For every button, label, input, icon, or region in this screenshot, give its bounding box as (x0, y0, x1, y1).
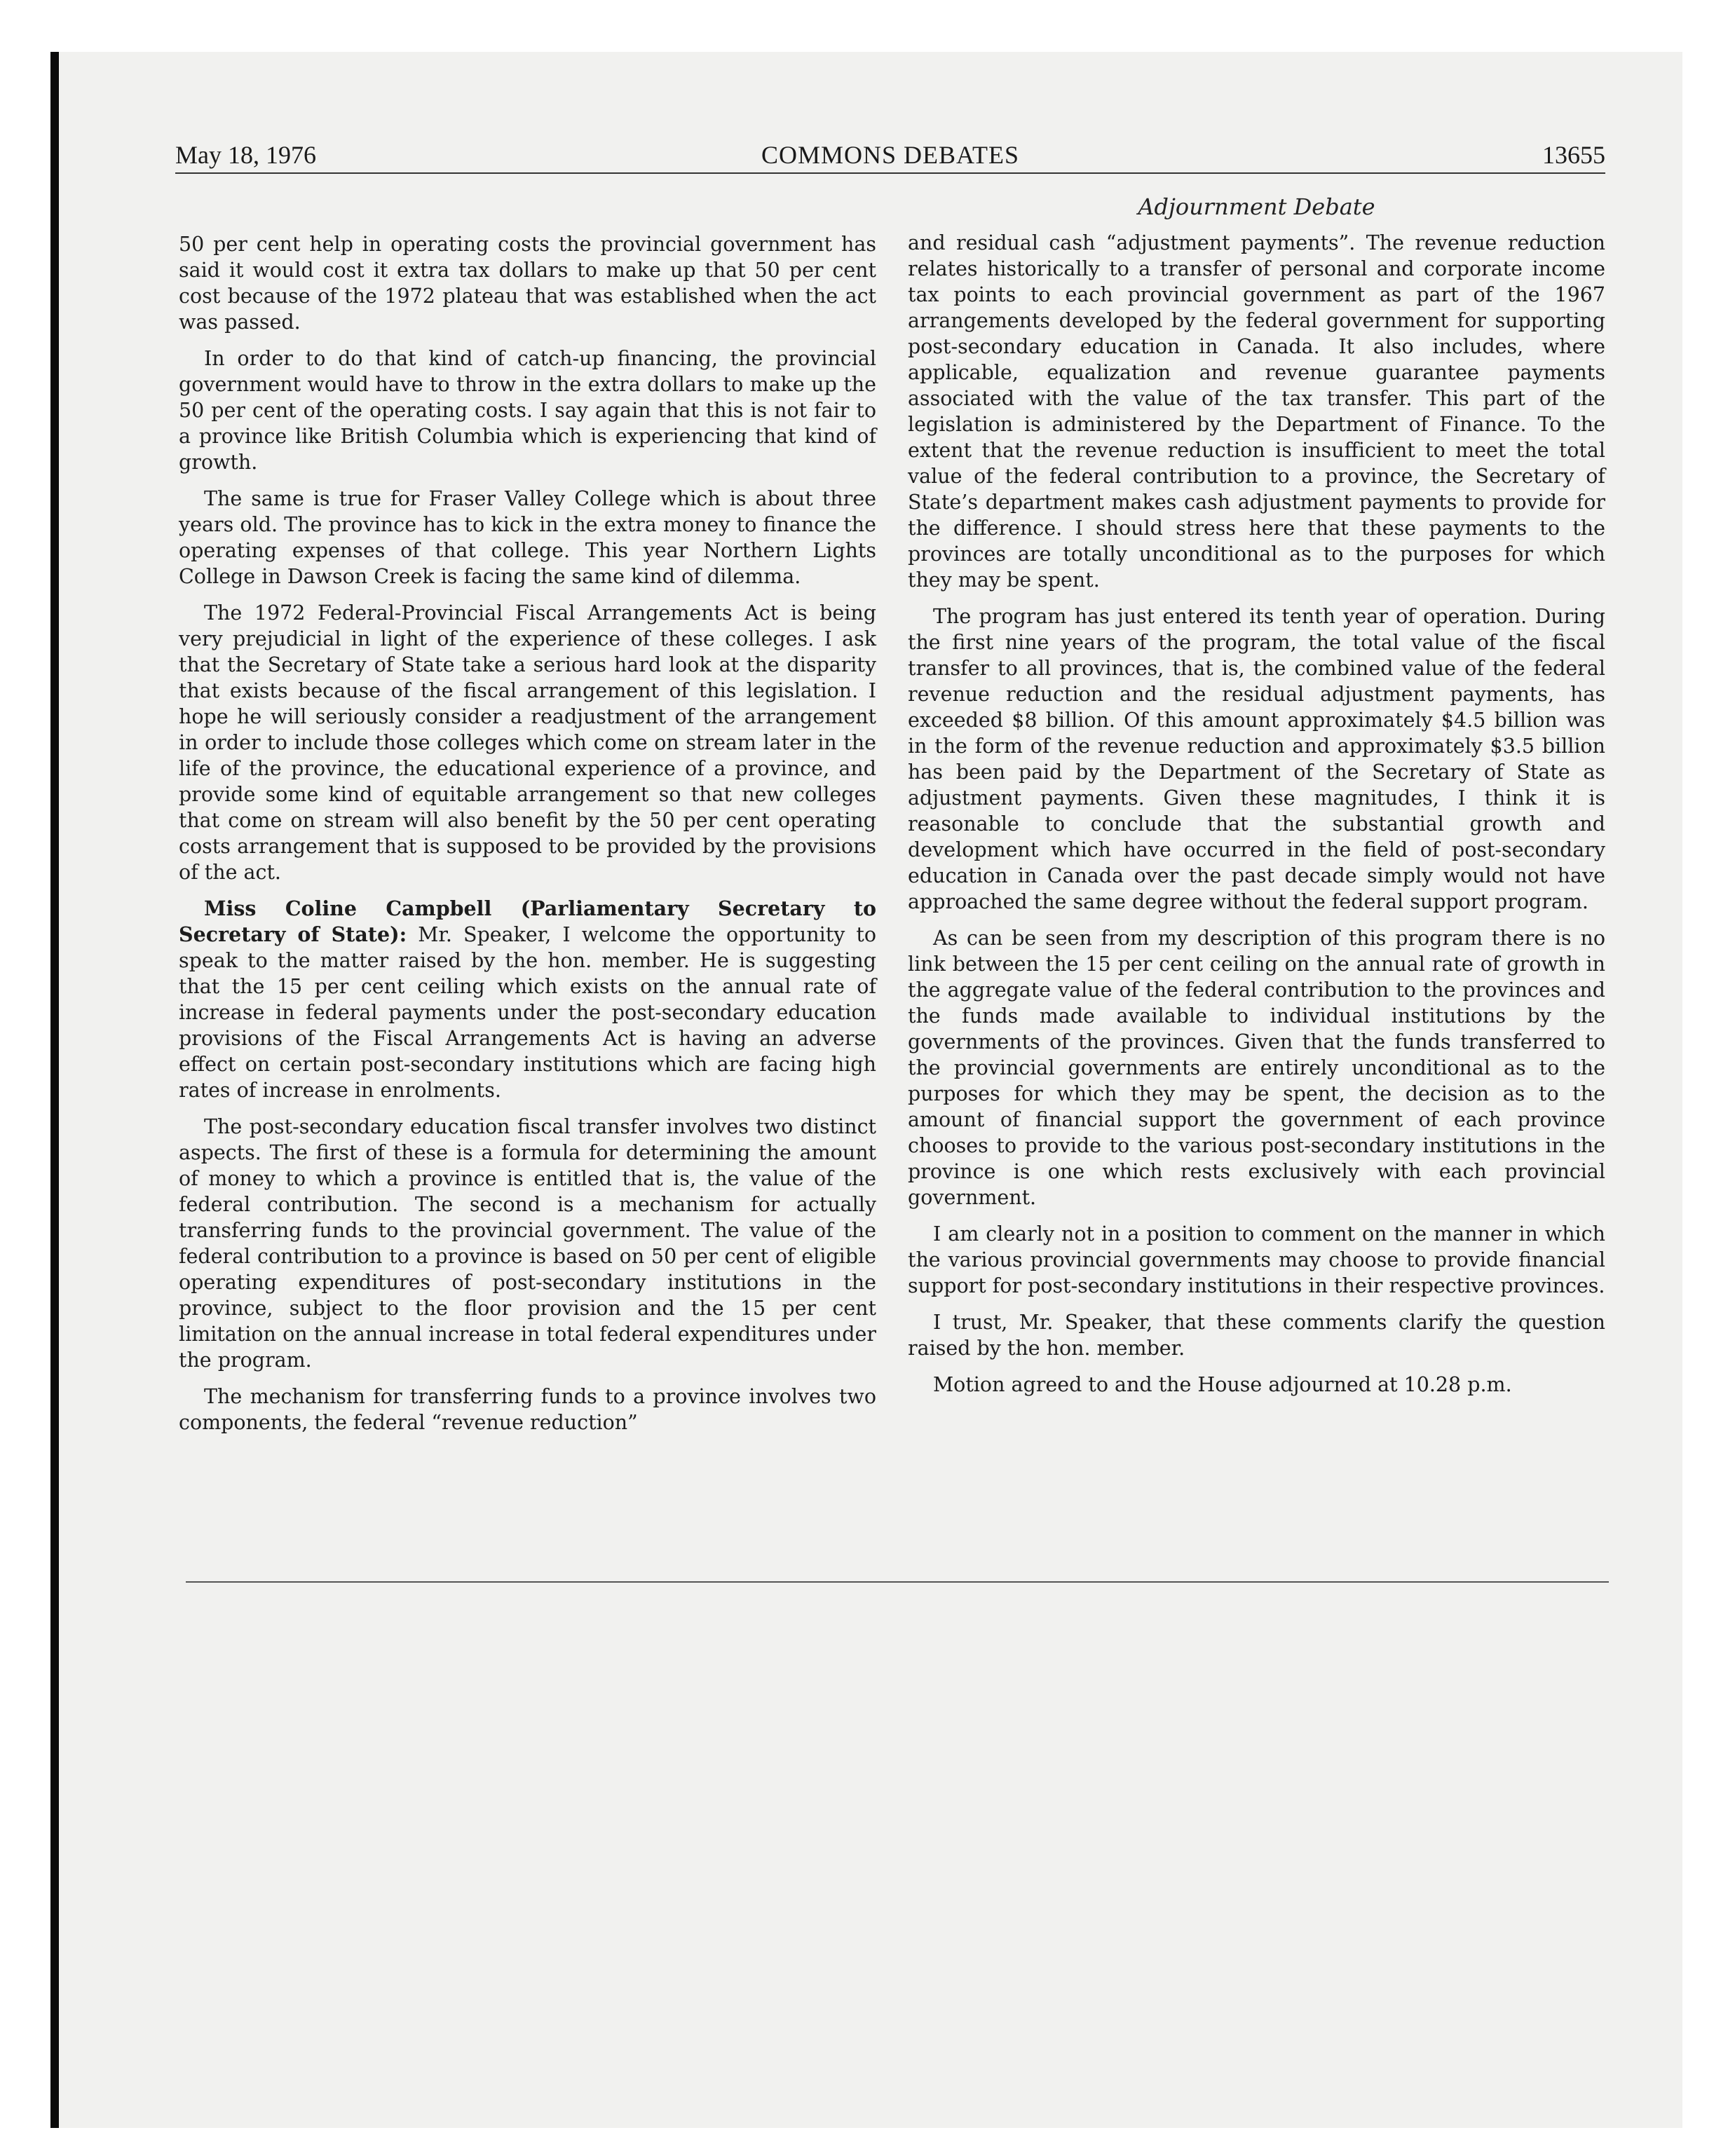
footer-rule (186, 1581, 1609, 1583)
paragraph: The mechanism for transferring funds to a province involves two components, the federal “revenue reduction” (179, 1385, 876, 1434)
binding-edge (50, 52, 59, 2128)
left-column (179, 231, 876, 1446)
paragraph: As can be seen from my description of this program there is no link between the 15 per cent ceiling on the annual rate of growth in the aggregate value of the federal contribution to the provinces and the funds made available to individual institutions by the governments of the provinces. Given that the funds transferred to the provincial governments are entirely unconditional as to the purposes for which they may be spent, the decision as to the amount of financial support the government of each province chooses to provide to the various post-secondary institutions in the province is one which rests exclusively with each provincial government. (908, 927, 1605, 1209)
paragraph: In order to do that kind of catch-up financing, the provincial government would have to throw in the extra dollars to make up the 50 per cent of the operating costs. I say again that this is not fair to a province like British Columbia which is experiencing that kind of growth. (179, 347, 876, 474)
paragraph: The 1972 Federal-Provincial Fiscal Arrangements Act is being very prejudicial in light of the experience of these colleges. I ask that the Secretary of State take a serious hard look at the disparity that exists because of the fiscal arrangement of this legislation. I hope he will seriously consider a readjustment of the arrangement in order to include those colleges which come on stream later in the life of the province, the educational experience of a province, and provide some kind of equitable arrangement so that new colleges that come on stream will also benefit by the 50 per cent operating costs arrangement that is supposed to be provided by the provisions of the act. (179, 601, 876, 884)
running-head: Adjournment Debate (1138, 193, 1375, 220)
header-rule (175, 172, 1605, 174)
paragraph: The post-secondary education fiscal transfer involves two distinct aspects. The first of these is a formula for determining the amount of money to which a province is entitled that is, the value of the federal contribution. The second is a mechanism for actually transferring funds to the provincial government. The value of the federal contribution to a province is based on 50 per cent of eligible operating expenditures of post-secondary institutions in the province, subject to the floor provision and the 15 per cent limitation on the annual increase in total federal expenditures under the program. (179, 1115, 876, 1372)
page-number: 13655 (1542, 141, 1605, 169)
speaker-name: Miss Coline Campbell (Parliamentary Secretary to Secretary of State): (179, 896, 876, 946)
header-date: May 18, 1976 (175, 141, 316, 169)
page-header (175, 140, 1605, 174)
paragraph: I am clearly not in a position to comment on the manner in which the various provincial governments may choose to provide financial support for post-secondary institutions in their respective provinces. (908, 1222, 1605, 1297)
speech-paragraph (179, 896, 876, 1103)
paragraph: and residual cash “adjustment payments”. The revenue reduction relates historically to a transfer of personal and corporate income tax points to each provincial government as part of the 1967 arrangements developed by the federal government for supporting post-secondary education in Canada. It also includes, where applicable, equalization and revenue guarantee payments associated with the value of the tax transfer. This part of the legislation is administered by the Department of Finance. To the extent that the revenue reduction is insufficient to meet the total value of the federal contribution to a province, the Secretary of State’s department makes cash adjustment payments to provide for the difference. I should stress here that these payments to the provinces are totally unconditional as to the purposes for which they may be spent. (908, 231, 1605, 592)
speech-text: Mr. Speaker, I welcome the opportunity to speak to the matter raised by the hon. member. He is suggesting that the 15 per cent ceiling which exists on the annual rate of increase in federal payments under the post-secondary education provisions of the Fiscal Arrangements Act is having an adverse effect on certain post-secondary institutions which are facing high rates of increase in enrolments. (179, 923, 876, 1102)
paragraph: The program has just entered its tenth year of operation. During the first nine years of the program, the total value of the fiscal transfer to all provinces, that is, the combined value of the federal revenue reduction and the residual adjustment payments, has exceeded $8 billion. Of this amount approximately $4.5 billion was in the form of the revenue reduction and approximately $3.5 billion has been paid by the Department of the Secretary of State as adjustment payments. Given these magnitudes, I think it is reasonable to conclude that the substantial growth and development which have occurred in the field of post-secondary education in Canada over the past decade simply would not have approached the same degree without the federal support program. (908, 605, 1605, 913)
publication-title: COMMONS DEBATES (761, 141, 1020, 169)
paragraph: The same is true for Fraser Valley College which is about three years old. The province has to kick in the extra money to finance the operating expenses of that college. This year Northern Lights College in Dawson Creek is facing the same kind of dilemma. (179, 487, 876, 588)
closing-motion: Motion agreed to and the House adjourned at 10.28 p.m. (933, 1373, 1512, 1396)
paragraph: 50 per cent help in operating costs the provincial government has said it would cost it extra tax dollars to make up that 50 per cent cost because of the 1972 plateau that was established when the act was passed. (179, 233, 876, 334)
paragraph: I trust, Mr. Speaker, that these comments clarify the question raised by the hon. member. (908, 1311, 1605, 1360)
right-column (908, 230, 1605, 1408)
